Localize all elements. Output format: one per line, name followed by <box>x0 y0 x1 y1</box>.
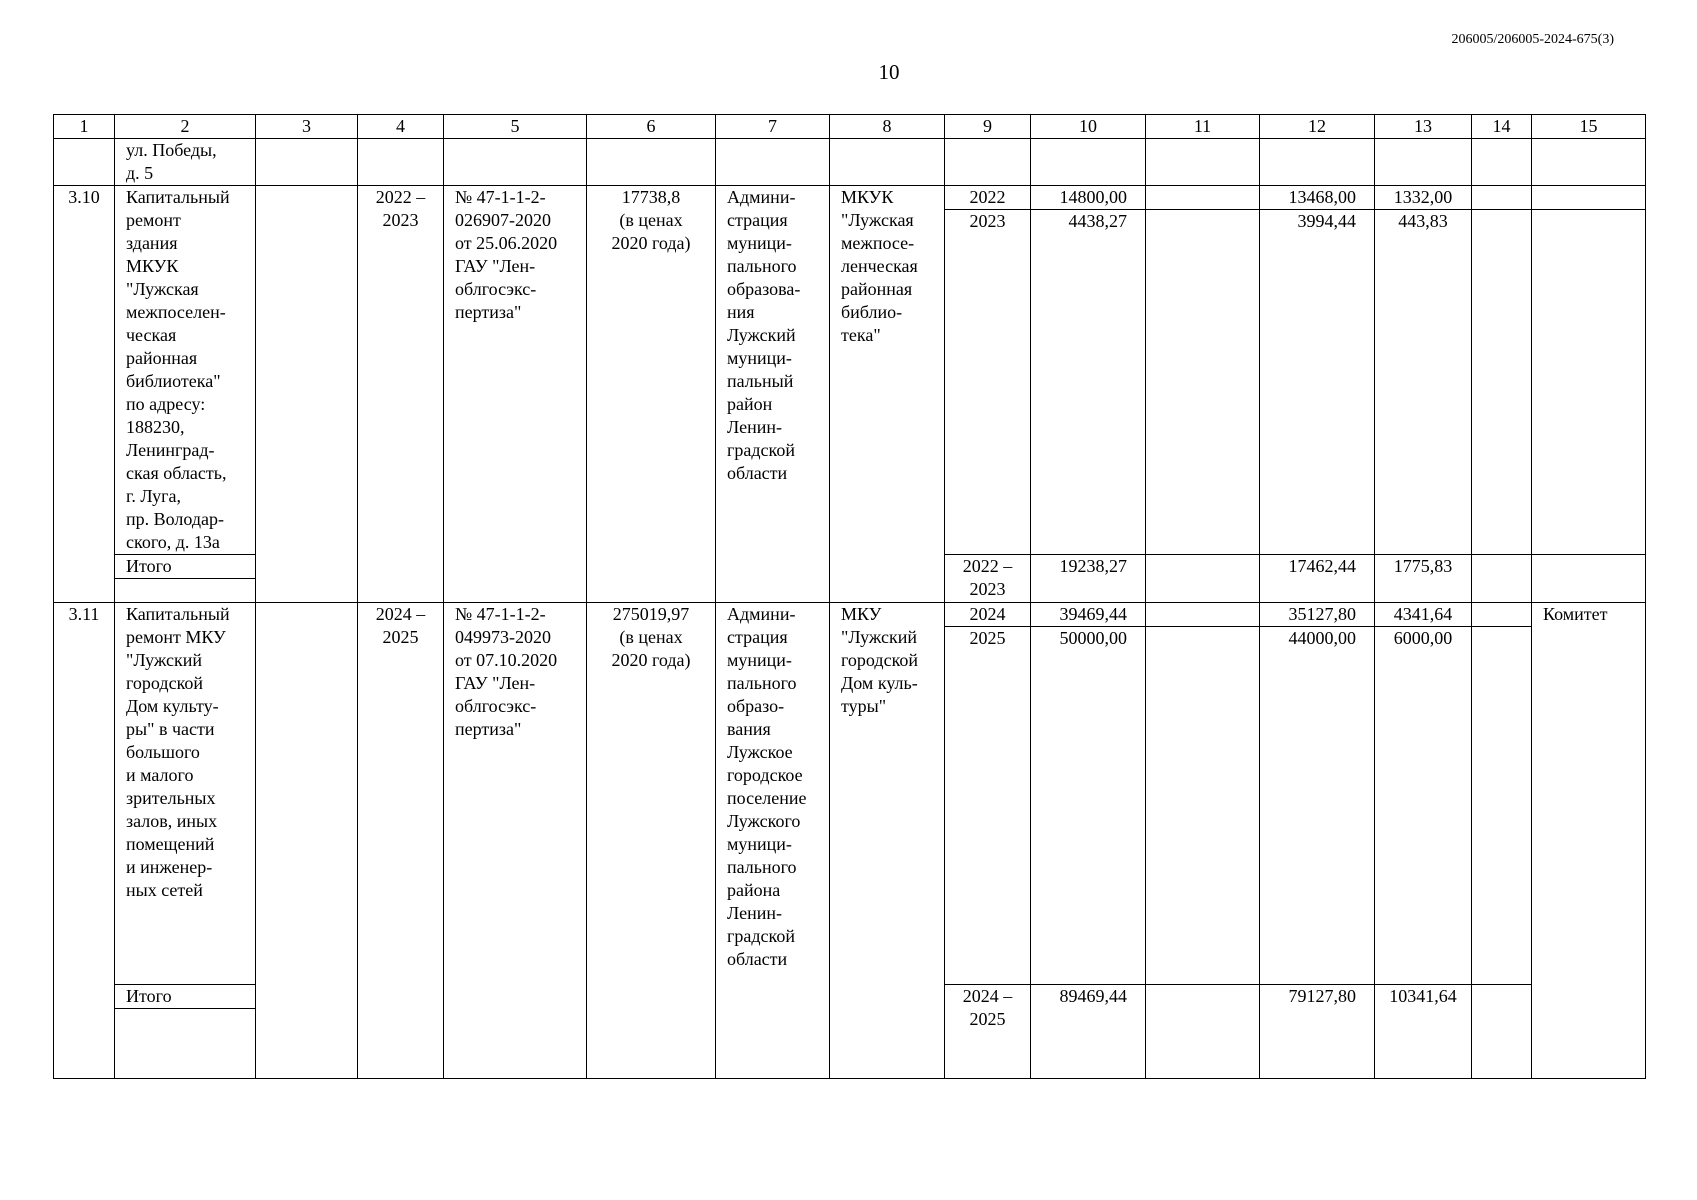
customer: Админи- страция муници- пального образова- ния Лужский муници- пальный район Ленин- градской области <box>716 186 830 603</box>
program-table <box>53 114 1646 1079</box>
column-header: 10 <box>1031 115 1146 139</box>
column-header: 11 <box>1146 115 1260 139</box>
column-header: 1 <box>54 115 115 139</box>
itogo-col12: 17462,44 <box>1260 555 1375 603</box>
col14-value <box>1472 186 1532 210</box>
col15-value <box>1532 186 1646 210</box>
col13-value: 4341,64 <box>1375 603 1472 627</box>
column-header: 9 <box>945 115 1031 139</box>
column-header: 3 <box>256 115 358 139</box>
col11-value <box>1146 627 1260 985</box>
itogo-label: Итого <box>115 985 256 1009</box>
expertise: № 47-1-1-2- 026907-2020 от 25.06.2020 ГАУ "Лен- облгосэкс- пертиза" <box>444 186 587 603</box>
object-name: Капитальный ремонт МКУ "Лужский городской Дом культу- ры" в части большого и малого зрительных залов, иных помещений и инженер- ных сетей <box>115 603 256 985</box>
col13-value: 6000,00 <box>1375 627 1472 985</box>
recipient: МКУ "Лужский городской Дом куль- туры" <box>830 603 945 1079</box>
itogo-col13: 10341,64 <box>1375 985 1472 1079</box>
page-number: 10 <box>878 60 900 84</box>
itogo-total: 19238,27 <box>1031 555 1146 603</box>
total-amount: 4438,27 <box>1031 210 1146 555</box>
itogo-total: 89469,44 <box>1031 985 1146 1079</box>
total-amount: 39469,44 <box>1031 603 1146 627</box>
itogo-col14 <box>1472 985 1532 1079</box>
document-id: 206005/206005-2024-675(3) <box>1451 32 1614 47</box>
estimated-cost: 17738,8 (в ценах 2020 года) <box>587 186 716 603</box>
column-header: 6 <box>587 115 716 139</box>
header-row <box>54 115 1646 139</box>
itogo-col14 <box>1472 555 1532 603</box>
col14-value <box>1472 603 1532 627</box>
col3-cell <box>256 186 358 603</box>
column-header: 14 <box>1472 115 1532 139</box>
col11-value <box>1146 186 1260 210</box>
itogo-period: 2022 – 2023 <box>945 555 1031 603</box>
itogo-period: 2024 – 2025 <box>945 985 1031 1079</box>
col12-value: 44000,00 <box>1260 627 1375 985</box>
col14-value <box>1472 627 1532 985</box>
col12-value: 3994,44 <box>1260 210 1375 555</box>
year: 2025 <box>945 627 1031 985</box>
col15-value: Комитет <box>1532 603 1646 1079</box>
itogo-col13: 1775,83 <box>1375 555 1472 603</box>
row-number: 3.11 <box>54 603 115 1079</box>
col12-value: 13468,00 <box>1260 186 1375 210</box>
customer: Админи- страция муници- пального образо- вания Лужское городское поселение Лужского муници- пального района Ленин- градской области <box>716 603 830 1079</box>
row-number: 3.10 <box>54 186 115 603</box>
col13-value: 443,83 <box>1375 210 1472 555</box>
column-header: 2 <box>115 115 256 139</box>
expertise: № 47-1-1-2- 049973-2020 от 07.10.2020 ГАУ "Лен- облгосэкс- пертиза" <box>444 603 587 1079</box>
estimated-cost: 275019,97 (в ценах 2020 года) <box>587 603 716 1079</box>
col12-value: 35127,80 <box>1260 603 1375 627</box>
recipient: МКУК "Лужская межпосе- ленческая районная библио- тека" <box>830 186 945 603</box>
column-header: 12 <box>1260 115 1375 139</box>
column-header: 5 <box>444 115 587 139</box>
col13-value: 1332,00 <box>1375 186 1472 210</box>
total-amount: 50000,00 <box>1031 627 1146 985</box>
total-amount: 14800,00 <box>1031 186 1146 210</box>
column-header: 13 <box>1375 115 1472 139</box>
continuation-row <box>54 139 1646 186</box>
col11-value <box>1146 603 1260 627</box>
itogo-col11 <box>1146 555 1260 603</box>
year: 2022 <box>945 186 1031 210</box>
itogo-col11 <box>1146 985 1260 1079</box>
table-row <box>54 603 1646 627</box>
column-header: 7 <box>716 115 830 139</box>
column-header: 15 <box>1532 115 1646 139</box>
col11-value <box>1146 210 1260 555</box>
col14-value <box>1472 210 1532 555</box>
itogo-col12: 79127,80 <box>1260 985 1375 1079</box>
object-name: Капитальный ремонт здания МКУК "Лужская межпоселен- ческая районная библиотека" по адресу: 188230, Ленинград- ская область, г. Луга, пр. Володар- ского, д. 13а <box>115 186 256 555</box>
period: 2024 – 2025 <box>358 603 444 1079</box>
object-name-continuation: ул. Победы, д. 5 <box>115 139 256 186</box>
period: 2022 – 2023 <box>358 186 444 603</box>
col3-cell <box>256 603 358 1079</box>
column-header: 8 <box>830 115 945 139</box>
table-row <box>54 186 1646 210</box>
column-header: 4 <box>358 115 444 139</box>
year: 2023 <box>945 210 1031 555</box>
year: 2024 <box>945 603 1031 627</box>
itogo-label: Итого <box>115 555 256 579</box>
